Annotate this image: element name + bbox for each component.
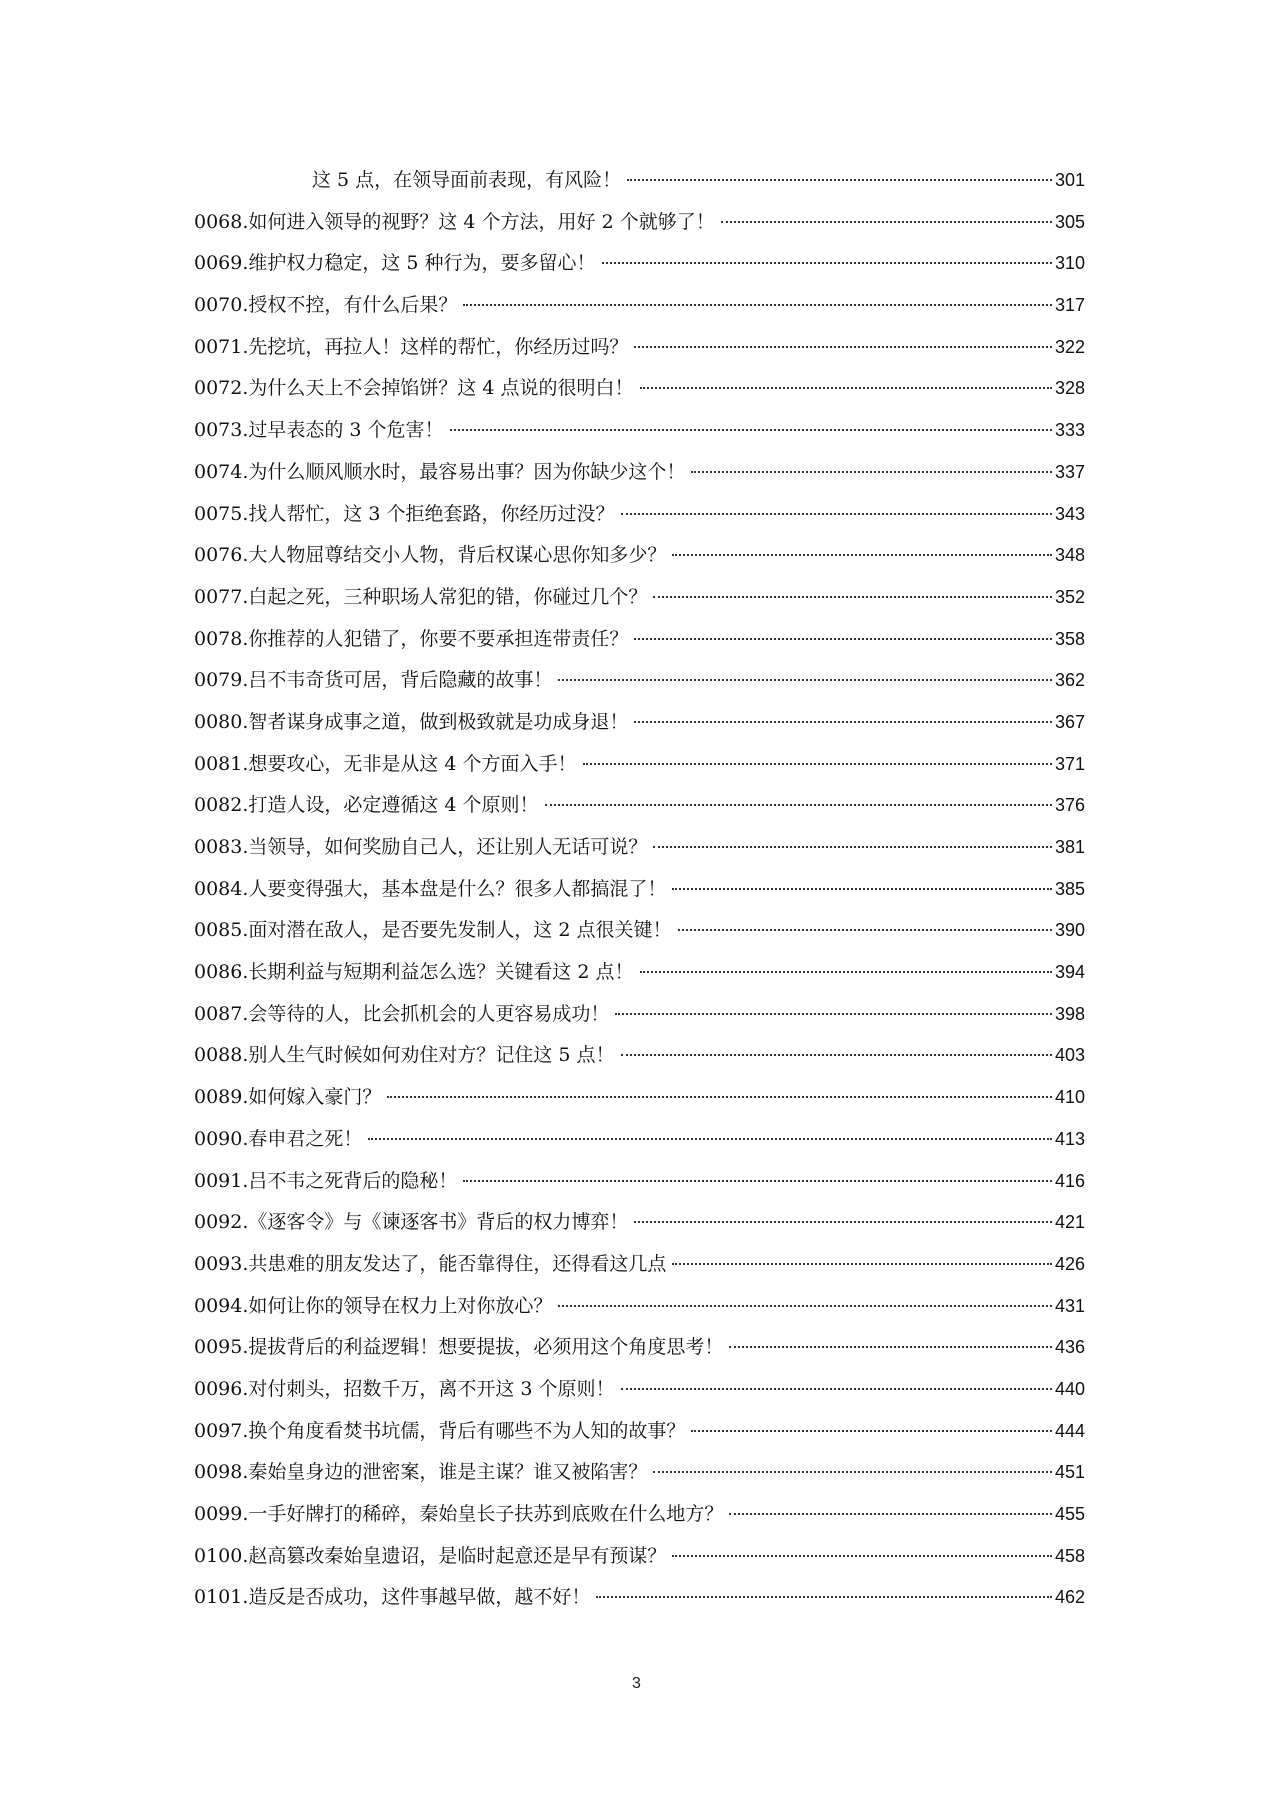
dot-leader <box>634 1221 1052 1223</box>
toc-entry-page: 352 <box>1054 586 1085 607</box>
dot-leader <box>653 846 1052 848</box>
toc-entry[interactable] <box>194 494 1085 536</box>
toc-entry[interactable] <box>194 910 1085 952</box>
toc-entry[interactable] <box>194 577 1085 619</box>
toc-entry-title: 0086.长期利益与短期利益怎么选？关键看这 2 点！ <box>194 961 634 984</box>
toc-entry-page: 403 <box>1054 1045 1085 1066</box>
table-of-contents <box>194 160 1085 1619</box>
toc-entry[interactable] <box>194 327 1085 369</box>
toc-entry-title: 0084.人要变得强大，基本盘是什么？很多人都搞混了！ <box>194 877 667 900</box>
page-number: 3 <box>632 1675 641 1692</box>
toc-entry-page: 416 <box>1054 1170 1085 1191</box>
toc-entry-title: 0074.为什么顺风顺水时，最容易出事？因为你缺少这个！ <box>194 460 686 483</box>
dot-leader <box>640 387 1052 389</box>
toc-entry-page: 455 <box>1054 1504 1085 1524</box>
dot-leader <box>634 346 1052 348</box>
toc-entry-page: 322 <box>1054 336 1085 357</box>
toc-entry-title: 0068.如何进入领导的视野？这 4 个方法，用好 2 个就够了！ <box>194 210 715 233</box>
toc-entry-title: 0077.白起之死，三种职场人常犯的错，你碰过几个？ <box>194 585 648 608</box>
toc-entry[interactable] <box>194 160 1085 202</box>
toc-entry-page: 394 <box>1054 962 1085 983</box>
toc-entry[interactable] <box>194 1494 1085 1536</box>
toc-entry[interactable] <box>194 1161 1085 1203</box>
toc-entry-title: 0085.面对潜在敌人，是否要先发制人，这 2 点很关键！ <box>194 919 672 942</box>
toc-entry-page: 431 <box>1054 1295 1085 1316</box>
dot-leader <box>653 596 1052 598</box>
toc-entry-page: 367 <box>1054 711 1085 732</box>
toc-entry[interactable] <box>194 1286 1085 1328</box>
toc-entry-title: 0078.你推荐的人犯错了，你要不要承担连带责任？ <box>194 627 629 650</box>
toc-entry[interactable] <box>194 202 1085 244</box>
dot-leader <box>672 1555 1052 1557</box>
dot-leader <box>721 221 1052 223</box>
toc-entry-title: 这 5 点，在领导面前表现，有风险！ <box>312 169 622 191</box>
toc-entry-page: 358 <box>1054 628 1085 649</box>
dot-leader <box>583 763 1052 765</box>
dot-leader <box>621 513 1052 515</box>
dot-leader <box>627 179 1052 181</box>
toc-entry[interactable] <box>194 285 1085 327</box>
dot-leader <box>729 1513 1052 1515</box>
dot-leader <box>678 929 1052 931</box>
toc-entry-page: 390 <box>1054 920 1085 941</box>
toc-entry-title: 0099.一手好牌打的稀碎，秦始皇长子扶苏到底败在什么地方？ <box>194 1503 724 1525</box>
toc-entry-title: 0092.《逐客令》与《谏逐客书》背后的权力博弈！ <box>194 1211 629 1234</box>
toc-entry[interactable] <box>194 452 1085 494</box>
toc-entry-page: 305 <box>1054 211 1085 232</box>
toc-entry-title: 0098.秦始皇身边的泄密案，谁是主谋？谁又被陷害？ <box>194 1461 648 1484</box>
toc-entry[interactable] <box>194 368 1085 410</box>
dot-leader <box>672 888 1052 890</box>
dot-leader <box>615 1013 1052 1015</box>
toc-entry-page: 381 <box>1054 837 1085 857</box>
toc-entry-page: 310 <box>1054 253 1085 274</box>
toc-entry[interactable] <box>194 1369 1085 1411</box>
toc-entry-title: 0090.春申君之死！ <box>194 1127 363 1150</box>
toc-entry[interactable] <box>194 1536 1085 1578</box>
toc-entry-page: 343 <box>1054 503 1085 524</box>
toc-entry[interactable] <box>194 952 1085 994</box>
toc-entry[interactable] <box>194 660 1085 702</box>
toc-entry-title: 0095.提拔背后的利益逻辑！想要提拔，必须用这个角度思考！ <box>194 1336 724 1359</box>
toc-entry-title: 0075.找人帮忙，这 3 个拒绝套路，你经历过没？ <box>194 502 615 525</box>
toc-entry-title: 0079.吕不韦奇货可居，背后隐藏的故事！ <box>194 669 553 692</box>
toc-entry-title: 0101.造反是否成功，这件事越早做，越不好！ <box>194 1586 591 1609</box>
toc-entry[interactable] <box>194 1077 1085 1119</box>
toc-entry-page: 444 <box>1054 1420 1085 1441</box>
toc-entry-title: 0083.当领导，如何奖励自己人，还让别人无话可说？ <box>194 836 648 858</box>
toc-entry-page: 317 <box>1054 295 1085 316</box>
toc-entry-page: 362 <box>1054 670 1085 691</box>
toc-entry-title: 0096.对付刺头，招数千万，离不开这 3 个原则！ <box>194 1377 615 1400</box>
dot-leader <box>463 1180 1052 1182</box>
dot-leader <box>596 1596 1052 1598</box>
toc-entry-title: 0093.共患难的朋友发达了，能否靠得住，还得看这几点 <box>194 1252 667 1275</box>
toc-entry[interactable] <box>194 702 1085 744</box>
dot-leader <box>450 429 1052 431</box>
toc-entry[interactable] <box>194 1452 1085 1494</box>
toc-entry-page: 301 <box>1054 170 1085 190</box>
toc-entry[interactable] <box>194 1577 1085 1619</box>
toc-entry[interactable] <box>194 410 1085 452</box>
toc-entry[interactable] <box>194 535 1085 577</box>
dot-leader <box>558 1305 1052 1307</box>
dot-leader <box>602 262 1052 264</box>
dot-leader <box>621 1054 1052 1056</box>
toc-entry-page: 458 <box>1054 1545 1085 1566</box>
dot-leader <box>640 971 1052 973</box>
toc-entry[interactable] <box>194 827 1085 869</box>
toc-entry[interactable] <box>194 1119 1085 1161</box>
dot-leader <box>691 1430 1052 1432</box>
toc-entry-title: 0097.换个角度看焚书坑儒，背后有哪些不为人知的故事？ <box>194 1419 686 1442</box>
toc-entry-page: 440 <box>1054 1378 1085 1399</box>
dot-leader <box>672 1263 1052 1265</box>
toc-entry-title: 0072.为什么天上不会掉馅饼？这 4 点说的很明白！ <box>194 377 634 400</box>
toc-entry-title: 0100.赵高篡改秦始皇遗诏，是临时起意还是早有预谋？ <box>194 1544 667 1567</box>
toc-entry[interactable] <box>194 744 1085 786</box>
toc-entry-title: 0094.如何让你的领导在权力上对你放心？ <box>194 1294 553 1317</box>
toc-entry[interactable] <box>194 1327 1085 1369</box>
toc-entry-page: 413 <box>1054 1128 1085 1149</box>
toc-entry[interactable] <box>194 869 1085 911</box>
dot-leader <box>558 679 1052 681</box>
toc-entry-page: 426 <box>1054 1253 1085 1274</box>
dot-leader <box>691 471 1052 473</box>
toc-entry-page: 337 <box>1054 461 1085 482</box>
toc-entry-page: 333 <box>1054 420 1085 441</box>
toc-entry[interactable] <box>194 1035 1085 1077</box>
toc-entry-page: 436 <box>1054 1337 1085 1358</box>
toc-entry-page: 328 <box>1054 378 1085 399</box>
toc-entry[interactable] <box>194 243 1085 285</box>
toc-entry-page: 462 <box>1054 1587 1085 1608</box>
dot-leader <box>621 1388 1052 1390</box>
dot-leader <box>387 1096 1052 1098</box>
toc-entry-title: 0073.过早表态的 3 个危害！ <box>194 419 444 442</box>
toc-entry-title: 0070.授权不控，有什么后果？ <box>194 294 458 317</box>
toc-entry-title: 0081.想要攻心，无非是从这 4 个方面入手！ <box>194 752 577 775</box>
toc-entry-title: 0071.先挖坑，再拉人！这样的帮忙，你经历过吗？ <box>194 335 629 358</box>
toc-entry-title: 0091.吕不韦之死背后的隐秘！ <box>194 1169 458 1192</box>
toc-entry-page: 398 <box>1054 1003 1085 1024</box>
dot-leader <box>729 1346 1052 1348</box>
toc-entry-page: 376 <box>1054 795 1085 816</box>
toc-entry-title: 0069.维护权力稳定，这 5 种行为，要多留心！ <box>194 252 596 275</box>
dot-leader <box>368 1138 1052 1140</box>
toc-entry[interactable] <box>194 1244 1085 1286</box>
toc-entry-title: 0088.别人生气时候如何劝住对方？记住这 5 点！ <box>194 1044 615 1067</box>
toc-entry[interactable] <box>194 1202 1085 1244</box>
toc-entry-page: 371 <box>1054 753 1085 774</box>
toc-entry[interactable] <box>194 1411 1085 1453</box>
toc-entry-page: 421 <box>1054 1212 1085 1233</box>
toc-entry-title: 0087.会等待的人，比会抓机会的人更容易成功！ <box>194 1002 610 1025</box>
dot-leader <box>653 1471 1052 1473</box>
dot-leader <box>545 804 1052 806</box>
toc-entry[interactable] <box>194 785 1085 827</box>
dot-leader <box>634 638 1052 640</box>
toc-entry-title: 0080.智者谋身成事之道，做到极致就是功成身退！ <box>194 710 629 733</box>
toc-entry-page: 410 <box>1054 1087 1085 1108</box>
toc-entry[interactable] <box>194 994 1085 1036</box>
dot-leader <box>463 304 1052 306</box>
toc-entry-title: 0082.打造人设，必定遵循这 4 个原则！ <box>194 794 539 817</box>
toc-entry[interactable] <box>194 619 1085 661</box>
toc-entry-page: 348 <box>1054 545 1085 566</box>
dot-leader <box>634 721 1052 723</box>
toc-entry-page: 385 <box>1054 878 1085 899</box>
toc-entry-page: 451 <box>1054 1462 1085 1483</box>
toc-entry-title: 0089.如何嫁入豪门？ <box>194 1086 382 1109</box>
dot-leader <box>672 554 1052 556</box>
toc-entry-title: 0076.大人物屈尊结交小人物，背后权谋心思你知多少？ <box>194 544 667 567</box>
